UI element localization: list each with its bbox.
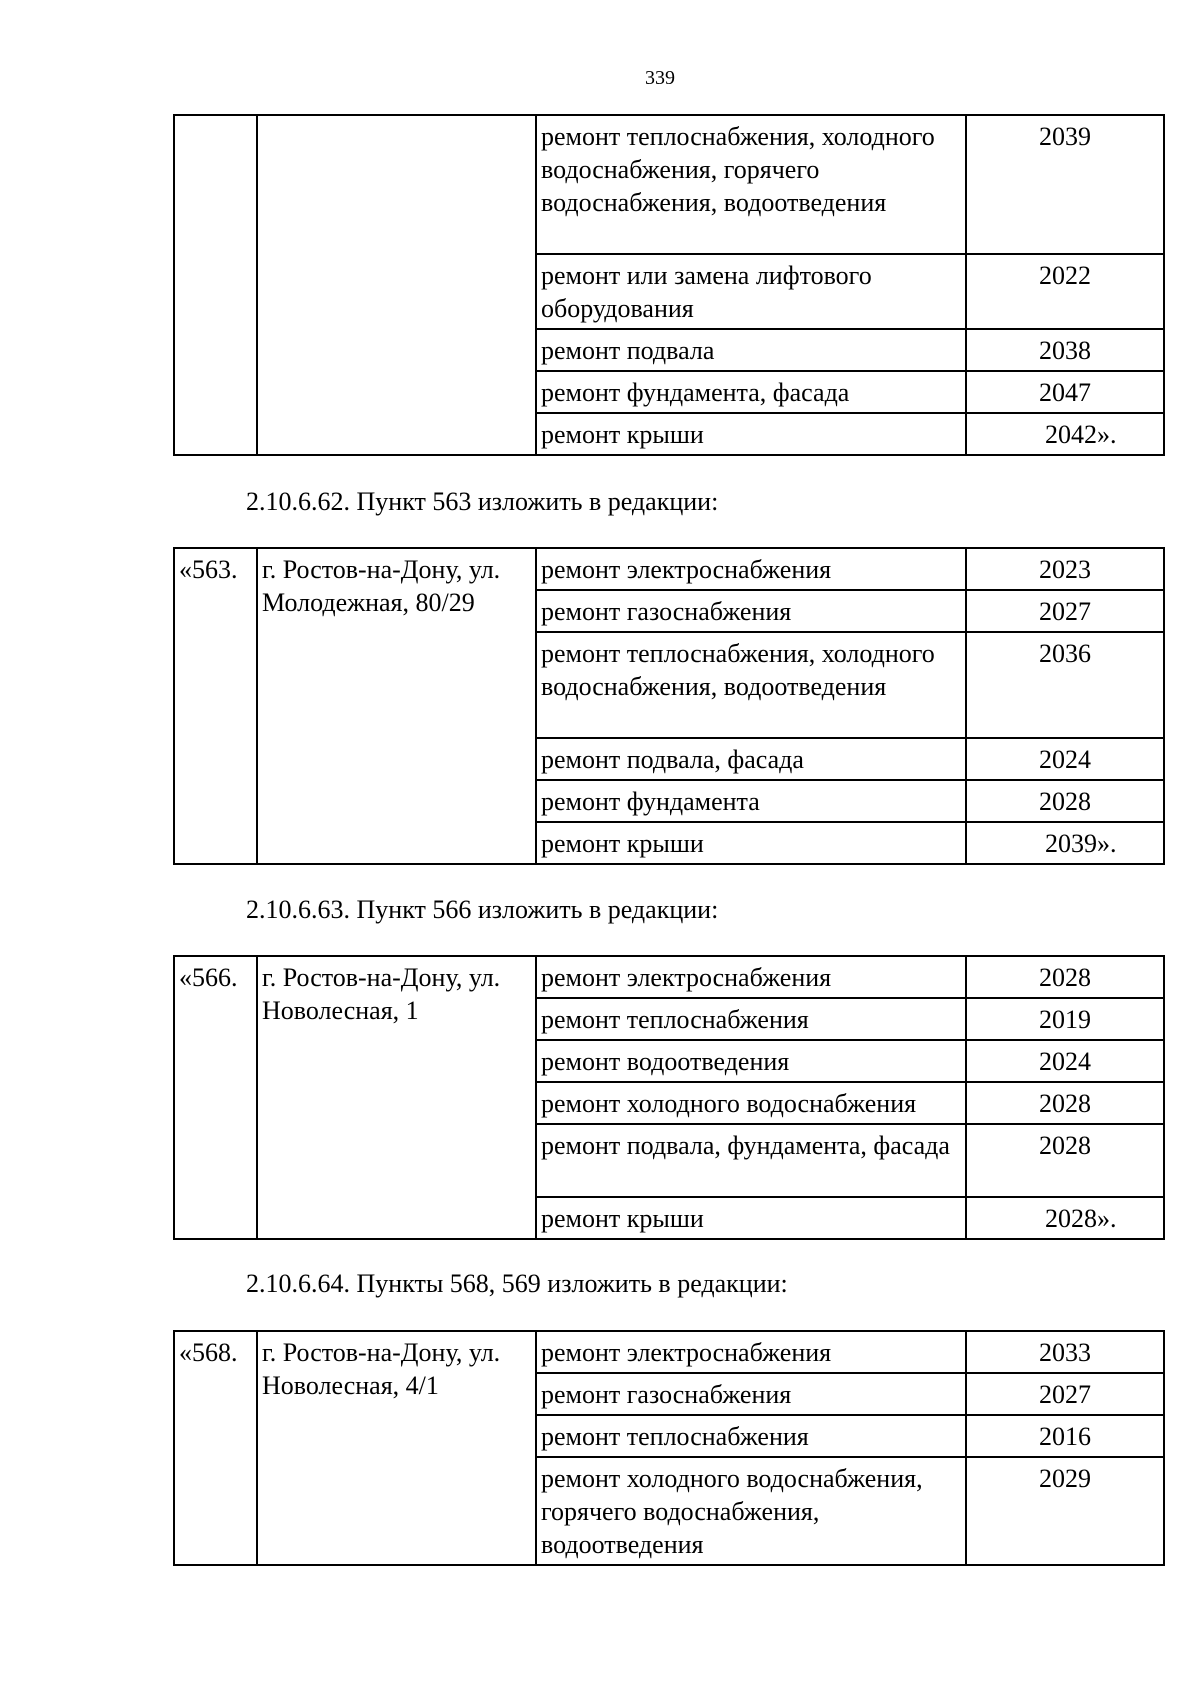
year-cell: 2024 xyxy=(966,1040,1164,1082)
year-cell: 2042». xyxy=(966,413,1164,455)
year-cell: 2016 xyxy=(966,1415,1164,1457)
work-type-cell: ремонт крыши xyxy=(536,413,966,455)
address-cell: г. Ростов-на-Дону, ул. Молодежная, 80/29 xyxy=(257,548,536,864)
work-type-cell: ремонт холодного водоснабжения xyxy=(536,1082,966,1124)
year-cell: 2028 xyxy=(966,780,1164,822)
work-type-cell: ремонт холодного водоснабжения, горячего водоснабжения, водоотведения xyxy=(536,1457,966,1565)
year-cell: 2033 xyxy=(966,1331,1164,1373)
year-cell: 2036 xyxy=(966,632,1164,738)
year-cell: 2019 xyxy=(966,998,1164,1040)
year-cell: 2029 xyxy=(966,1457,1164,1565)
works-table-563 xyxy=(173,547,1165,865)
work-type-cell: ремонт газоснабжения xyxy=(536,590,966,632)
page-number: 339 xyxy=(645,67,675,89)
year-cell: 2028 xyxy=(966,956,1164,998)
work-type-cell: ремонт или замена лифтового оборудования xyxy=(536,254,966,329)
work-type-cell: ремонт подвала, фундамента, фасада xyxy=(536,1124,966,1197)
table-row xyxy=(174,956,1164,998)
year-cell: 2024 xyxy=(966,738,1164,780)
work-type-cell: ремонт теплоснабжения xyxy=(536,998,966,1040)
work-type-cell: ремонт подвала xyxy=(536,329,966,371)
work-type-cell: ремонт крыши xyxy=(536,822,966,864)
work-type-cell: ремонт газоснабжения xyxy=(536,1373,966,1415)
item-number-cell: «566. xyxy=(174,956,257,1239)
work-type-cell: ремонт теплоснабжения, холодного водоснабжения, водоотведения xyxy=(536,632,966,738)
year-cell: 2028 xyxy=(966,1124,1164,1197)
year-cell: 2039». xyxy=(966,822,1164,864)
works-table-568 xyxy=(173,1330,1165,1566)
address-cell xyxy=(257,115,536,455)
year-cell: 2047 xyxy=(966,371,1164,413)
year-cell: 2028 xyxy=(966,1082,1164,1124)
year-cell: 2023 xyxy=(966,548,1164,590)
table-row xyxy=(174,115,1164,254)
section-heading: 2.10.6.64. Пункты 568, 569 изложить в редакции: xyxy=(246,1269,788,1298)
year-cell: 2028». xyxy=(966,1197,1164,1239)
address-cell: г. Ростов-на-Дону, ул. Новолесная, 4/1 xyxy=(257,1331,536,1565)
year-cell: 2027 xyxy=(966,1373,1164,1415)
work-type-cell: ремонт водоотведения xyxy=(536,1040,966,1082)
year-cell: 2027 xyxy=(966,590,1164,632)
work-type-cell: ремонт электроснабжения xyxy=(536,956,966,998)
item-number-cell: «568. xyxy=(174,1331,257,1565)
work-type-cell: ремонт теплоснабжения xyxy=(536,1415,966,1457)
work-type-cell: ремонт крыши xyxy=(536,1197,966,1239)
work-type-cell: ремонт фундамента xyxy=(536,780,966,822)
year-cell: 2039 xyxy=(966,115,1164,254)
work-type-cell: ремонт фундамента, фасада xyxy=(536,371,966,413)
work-type-cell: ремонт электроснабжения xyxy=(536,1331,966,1373)
works-table-566 xyxy=(173,955,1165,1240)
year-cell: 2038 xyxy=(966,329,1164,371)
table-row xyxy=(174,548,1164,590)
address-cell: г. Ростов-на-Дону, ул. Новолесная, 1 xyxy=(257,956,536,1239)
item-number-cell: «563. xyxy=(174,548,257,864)
section-heading: 2.10.6.63. Пункт 566 изложить в редакции: xyxy=(246,895,719,924)
section-heading: 2.10.6.62. Пункт 563 изложить в редакции: xyxy=(246,487,719,516)
table-row xyxy=(174,1331,1164,1373)
works-table-continued xyxy=(173,114,1165,456)
item-number-cell xyxy=(174,115,257,455)
work-type-cell: ремонт подвала, фасада xyxy=(536,738,966,780)
year-cell: 2022 xyxy=(966,254,1164,329)
work-type-cell: ремонт электроснабжения xyxy=(536,548,966,590)
work-type-cell: ремонт теплоснабжения, холодного водоснабжения, горячего водоснабжения, водоотведения xyxy=(536,115,966,254)
